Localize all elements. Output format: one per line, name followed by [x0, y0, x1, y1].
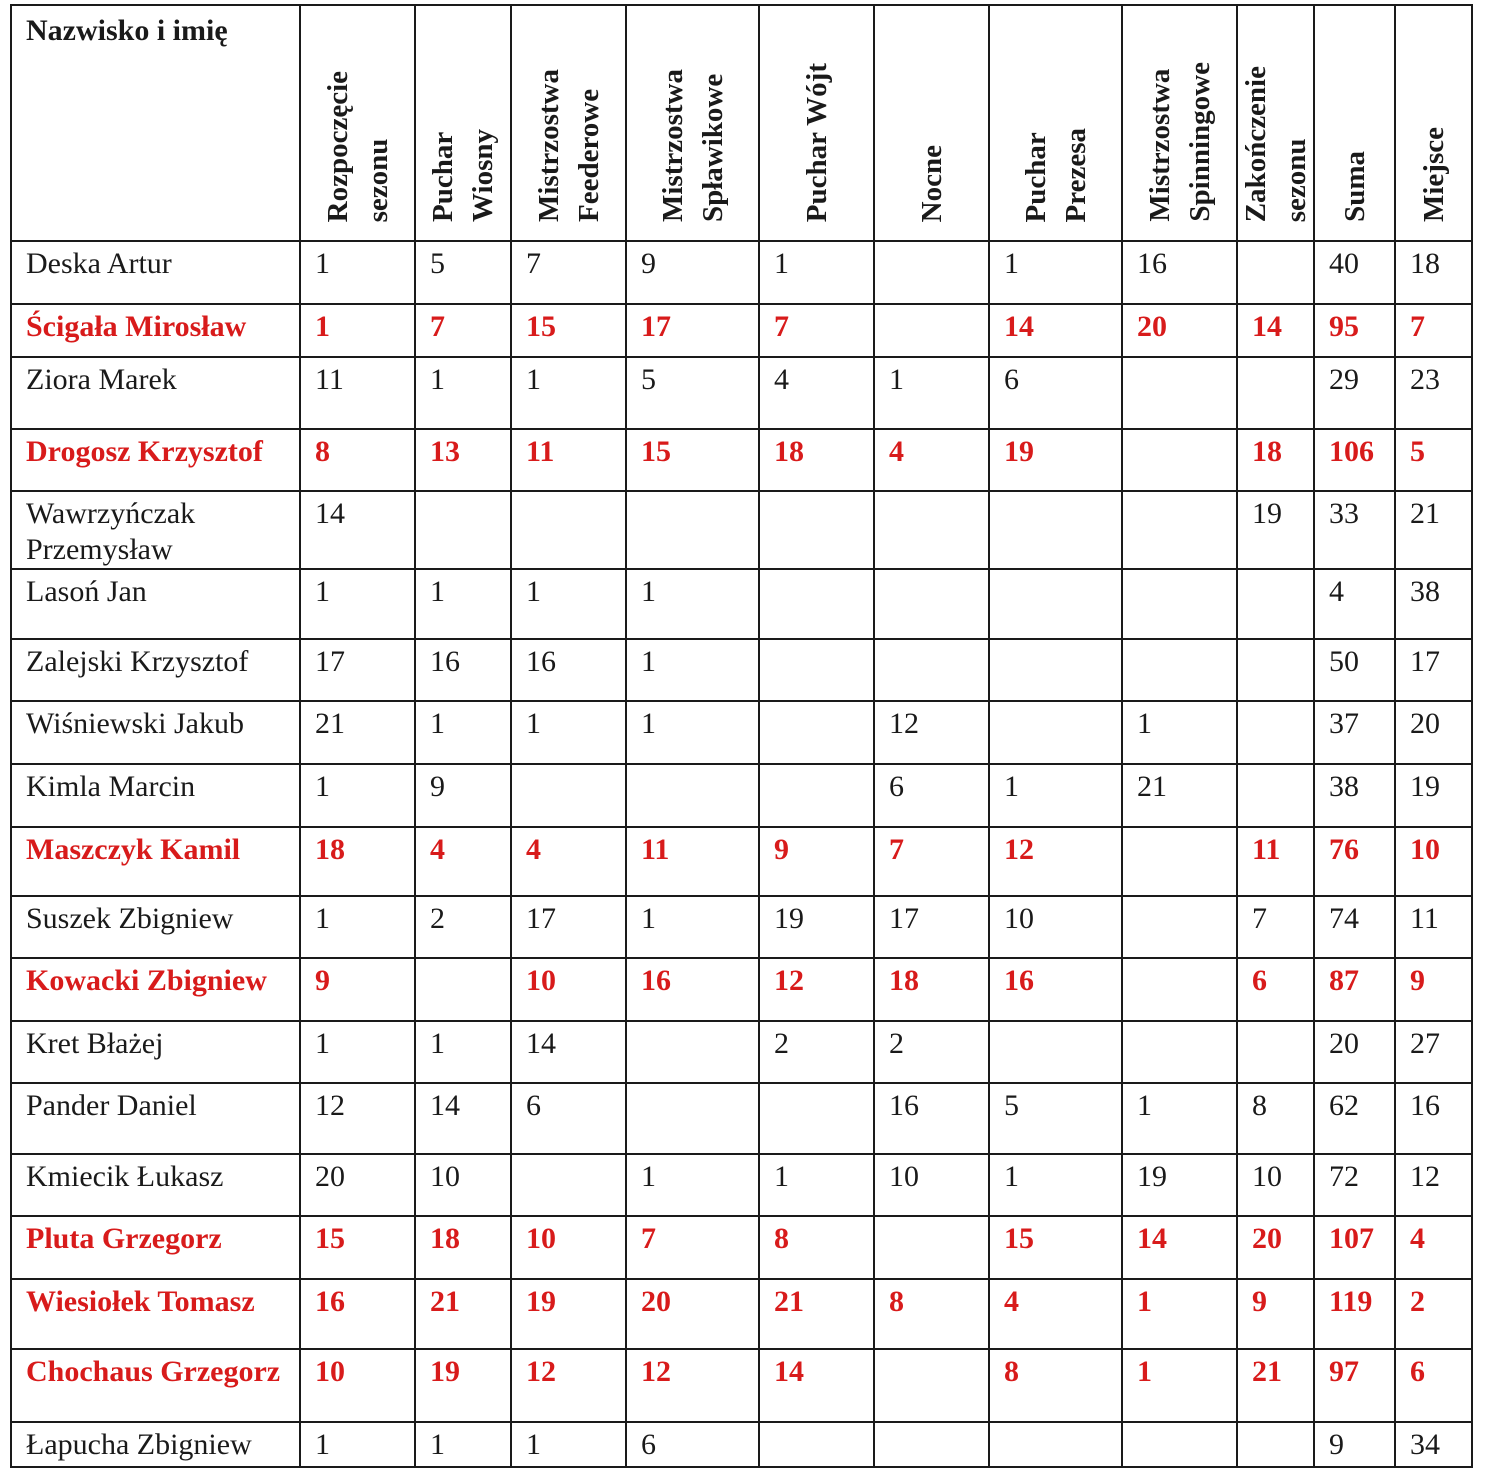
score-cell: 11 [300, 357, 415, 429]
score-cell: 14 [511, 1021, 626, 1083]
participant-name: Wiesiołek Tomasz [11, 1279, 300, 1349]
score-cell: 72 [1314, 1154, 1395, 1216]
column-header [415, 5, 511, 241]
score-cell: 18 [415, 1216, 511, 1279]
score-cell [1237, 1021, 1314, 1083]
score-cell [874, 1216, 989, 1279]
score-cell: 4 [415, 827, 511, 896]
score-cell: 106 [1314, 429, 1395, 491]
score-cell: 16 [1395, 1083, 1472, 1154]
score-cell: 10 [511, 958, 626, 1021]
score-cell: 1 [1122, 1349, 1237, 1422]
score-cell: 2 [874, 1021, 989, 1083]
column-header [511, 5, 626, 241]
score-cell: 9 [759, 827, 874, 896]
score-cell [874, 1422, 989, 1467]
score-cell: 1 [511, 357, 626, 429]
score-cell: 10 [874, 1154, 989, 1216]
score-cell: 15 [300, 1216, 415, 1279]
table-row [11, 1021, 1472, 1083]
score-cell: 1 [300, 1422, 415, 1467]
table-row [11, 1083, 1472, 1154]
score-cell: 1 [300, 569, 415, 639]
participant-name: Lasoń Jan [11, 569, 300, 639]
score-cell [759, 569, 874, 639]
participant-name: Maszczyk Kamil [11, 827, 300, 896]
column-header [626, 5, 759, 241]
column-header-label: Miejsce [1417, 127, 1450, 222]
score-cell: 62 [1314, 1083, 1395, 1154]
score-cell: 20 [1314, 1021, 1395, 1083]
score-cell: 14 [989, 304, 1122, 357]
score-cell: 1 [626, 639, 759, 701]
table-row [11, 701, 1472, 764]
table-row [11, 241, 1472, 304]
score-cell: 15 [989, 1216, 1122, 1279]
score-cell: 21 [1237, 1349, 1314, 1422]
score-cell: 15 [511, 304, 626, 357]
score-cell: 1 [300, 1021, 415, 1083]
score-cell: 8 [989, 1349, 1122, 1422]
score-cell [1122, 827, 1237, 896]
score-cell: 12 [989, 827, 1122, 896]
score-cell: 1 [511, 701, 626, 764]
score-cell [1122, 569, 1237, 639]
score-cell: 23 [1395, 357, 1472, 429]
table-row [11, 827, 1472, 896]
score-cell [1237, 1422, 1314, 1467]
score-cell: 1 [626, 896, 759, 958]
score-cell: 119 [1314, 1279, 1395, 1349]
table-row [11, 357, 1472, 429]
score-cell: 8 [874, 1279, 989, 1349]
score-cell: 18 [874, 958, 989, 1021]
score-cell: 9 [1237, 1279, 1314, 1349]
column-header-label: Rozpoczęcie sezonu [321, 70, 394, 222]
score-cell: 29 [1314, 357, 1395, 429]
participant-name: Pander Daniel [11, 1083, 300, 1154]
score-cell: 20 [300, 1154, 415, 1216]
score-cell: 19 [1122, 1154, 1237, 1216]
score-cell: 1 [415, 701, 511, 764]
participant-name: Wawrzyńczak Przemysław [11, 491, 300, 569]
participant-name: Suszek Zbigniew [11, 896, 300, 958]
table-body [11, 241, 1472, 1467]
score-cell: 50 [1314, 639, 1395, 701]
column-header-label: Suma [1338, 151, 1371, 222]
score-cell: 17 [874, 896, 989, 958]
score-cell: 9 [1314, 1422, 1395, 1467]
score-cell: 1 [300, 764, 415, 827]
score-cell: 1 [626, 701, 759, 764]
score-cell: 2 [1395, 1279, 1472, 1349]
score-cell: 14 [1122, 1216, 1237, 1279]
table-row [11, 896, 1472, 958]
score-cell: 19 [1395, 764, 1472, 827]
column-header-label: Puchar Wiosny [427, 129, 499, 222]
score-cell: 1 [415, 569, 511, 639]
score-cell: 4 [1395, 1216, 1472, 1279]
score-cell [989, 491, 1122, 569]
score-cell: 37 [1314, 701, 1395, 764]
score-cell: 10 [415, 1154, 511, 1216]
table-row [11, 491, 1472, 569]
score-cell: 15 [626, 429, 759, 491]
score-cell: 1 [1122, 1083, 1237, 1154]
score-cell [415, 491, 511, 569]
score-cell: 8 [759, 1216, 874, 1279]
score-cell [626, 491, 759, 569]
score-cell [1122, 1021, 1237, 1083]
score-cell: 4 [511, 827, 626, 896]
score-cell: 34 [1395, 1422, 1472, 1467]
column-header-label: Puchar Prezesa [1019, 127, 1092, 222]
score-cell [1237, 764, 1314, 827]
score-cell: 1 [626, 1154, 759, 1216]
score-cell [874, 304, 989, 357]
score-cell [626, 1021, 759, 1083]
score-cell: 1 [989, 241, 1122, 304]
column-header [1395, 5, 1472, 241]
score-cell: 16 [874, 1083, 989, 1154]
score-cell: 12 [300, 1083, 415, 1154]
score-cell [1237, 241, 1314, 304]
score-cell: 11 [511, 429, 626, 491]
score-cell: 18 [1237, 429, 1314, 491]
score-cell: 7 [1237, 896, 1314, 958]
score-cell: 12 [874, 701, 989, 764]
score-cell: 17 [1395, 639, 1472, 701]
score-cell: 8 [1237, 1083, 1314, 1154]
score-cell: 21 [300, 701, 415, 764]
column-header [759, 5, 874, 241]
score-cell: 18 [300, 827, 415, 896]
score-cell: 16 [511, 639, 626, 701]
participant-name: Ścigała Mirosław [11, 304, 300, 357]
score-cell [989, 1422, 1122, 1467]
score-cell [1237, 569, 1314, 639]
column-header [874, 5, 989, 241]
participant-name: Kret Błażej [11, 1021, 300, 1083]
score-cell: 5 [1395, 429, 1472, 491]
score-cell: 2 [759, 1021, 874, 1083]
score-cell: 11 [1395, 896, 1472, 958]
column-header [989, 5, 1122, 241]
score-cell: 18 [1395, 241, 1472, 304]
score-cell: 12 [511, 1349, 626, 1422]
score-cell: 10 [511, 1216, 626, 1279]
score-cell [874, 491, 989, 569]
score-cell [989, 1021, 1122, 1083]
score-cell [759, 639, 874, 701]
score-cell [1122, 1422, 1237, 1467]
score-cell: 16 [300, 1279, 415, 1349]
score-cell: 1 [415, 357, 511, 429]
score-cell: 18 [759, 429, 874, 491]
score-cell: 9 [300, 958, 415, 1021]
score-cell: 38 [1314, 764, 1395, 827]
score-cell: 7 [415, 304, 511, 357]
score-cell: 6 [626, 1422, 759, 1467]
score-cell: 95 [1314, 304, 1395, 357]
score-cell: 5 [989, 1083, 1122, 1154]
score-cell [874, 1349, 989, 1422]
score-cell: 21 [415, 1279, 511, 1349]
table-row [11, 1279, 1472, 1349]
participant-name: Kimla Marcin [11, 764, 300, 827]
table-row [11, 429, 1472, 491]
score-cell: 10 [989, 896, 1122, 958]
participant-name: Zalejski Krzysztof [11, 639, 300, 701]
score-cell: 10 [1237, 1154, 1314, 1216]
score-cell [511, 1154, 626, 1216]
score-cell: 21 [1395, 491, 1472, 569]
score-cell: 20 [1122, 304, 1237, 357]
score-cell: 12 [759, 958, 874, 1021]
score-cell: 1 [874, 357, 989, 429]
score-cell [1237, 639, 1314, 701]
score-cell: 9 [415, 764, 511, 827]
score-cell: 7 [511, 241, 626, 304]
score-cell: 27 [1395, 1021, 1472, 1083]
score-cell: 1 [626, 569, 759, 639]
score-cell [1237, 701, 1314, 764]
score-cell: 17 [300, 639, 415, 701]
column-header-label: Zakończenie sezonu [1239, 65, 1312, 222]
score-cell: 14 [300, 491, 415, 569]
score-cell: 6 [1395, 1349, 1472, 1422]
score-cell: 7 [1395, 304, 1472, 357]
participant-name: Drogosz Krzysztof [11, 429, 300, 491]
name-column-header: Nazwisko i imię [11, 5, 300, 241]
header-row [11, 5, 1472, 241]
participant-name: Kmiecik Łukasz [11, 1154, 300, 1216]
score-cell [989, 701, 1122, 764]
column-header-label: Nocne [915, 144, 948, 222]
score-cell: 20 [626, 1279, 759, 1349]
score-cell: 1 [415, 1422, 511, 1467]
score-cell: 14 [1237, 304, 1314, 357]
score-cell [759, 491, 874, 569]
column-header-label: Mistrzostwa Feederowe [532, 68, 605, 222]
participant-name: Chochaus Grzegorz [11, 1349, 300, 1422]
score-cell: 107 [1314, 1216, 1395, 1279]
score-cell [511, 491, 626, 569]
score-cell: 16 [1122, 241, 1237, 304]
score-cell: 5 [415, 241, 511, 304]
score-cell: 40 [1314, 241, 1395, 304]
score-cell [415, 958, 511, 1021]
score-cell: 4 [1314, 569, 1395, 639]
score-cell: 21 [1122, 764, 1237, 827]
score-cell: 11 [1237, 827, 1314, 896]
score-cell [759, 701, 874, 764]
score-cell: 14 [415, 1083, 511, 1154]
table-row [11, 304, 1472, 357]
score-cell: 1 [415, 1021, 511, 1083]
score-cell [759, 764, 874, 827]
score-cell: 10 [300, 1349, 415, 1422]
column-header [1237, 5, 1314, 241]
score-cell: 19 [989, 429, 1122, 491]
score-cell: 1 [300, 304, 415, 357]
score-cell: 8 [300, 429, 415, 491]
score-cell: 74 [1314, 896, 1395, 958]
score-cell: 12 [626, 1349, 759, 1422]
score-cell: 1 [989, 1154, 1122, 1216]
table-row [11, 569, 1472, 639]
score-cell [874, 569, 989, 639]
score-cell: 6 [511, 1083, 626, 1154]
table-row [11, 1216, 1472, 1279]
score-cell [1122, 491, 1237, 569]
score-cell: 14 [759, 1349, 874, 1422]
score-cell: 2 [415, 896, 511, 958]
score-cell: 19 [1237, 491, 1314, 569]
score-cell [1122, 429, 1237, 491]
participant-name: Ziora Marek [11, 357, 300, 429]
score-cell: 4 [759, 357, 874, 429]
score-cell: 21 [759, 1279, 874, 1349]
score-cell: 4 [874, 429, 989, 491]
score-cell [1237, 357, 1314, 429]
score-cell: 76 [1314, 827, 1395, 896]
score-cell: 12 [1395, 1154, 1472, 1216]
score-cell: 97 [1314, 1349, 1395, 1422]
participant-name: Łapucha Zbigniew [11, 1422, 300, 1467]
score-cell [511, 764, 626, 827]
score-cell: 7 [874, 827, 989, 896]
score-cell: 19 [415, 1349, 511, 1422]
column-header [1122, 5, 1237, 241]
score-cell [874, 639, 989, 701]
score-cell: 13 [415, 429, 511, 491]
score-cell: 1 [1122, 1279, 1237, 1349]
score-cell: 4 [989, 1279, 1122, 1349]
score-cell: 38 [1395, 569, 1472, 639]
score-cell: 6 [1237, 958, 1314, 1021]
score-cell: 1 [511, 1422, 626, 1467]
column-header-label: Mistrzostwa Spławikowe [656, 68, 729, 222]
score-cell: 1 [300, 896, 415, 958]
participant-name: Pluta Grzegorz [11, 1216, 300, 1279]
score-cell [989, 569, 1122, 639]
score-cell [626, 1083, 759, 1154]
table-row [11, 1422, 1472, 1467]
participant-name: Wiśniewski Jakub [11, 701, 300, 764]
score-cell: 19 [511, 1279, 626, 1349]
table-row [11, 1349, 1472, 1422]
score-cell: 16 [415, 639, 511, 701]
score-cell [989, 639, 1122, 701]
table-row [11, 1154, 1472, 1216]
column-header-label: Mistrzostwa Spinningowe [1143, 62, 1216, 222]
score-cell: 6 [989, 357, 1122, 429]
score-cell [626, 764, 759, 827]
score-cell: 16 [989, 958, 1122, 1021]
score-cell [759, 1422, 874, 1467]
score-cell [1122, 896, 1237, 958]
column-header [300, 5, 415, 241]
column-header [1314, 5, 1395, 241]
score-cell: 7 [759, 304, 874, 357]
score-cell: 1 [759, 1154, 874, 1216]
score-cell: 6 [874, 764, 989, 827]
score-cell [1122, 958, 1237, 1021]
score-cell: 20 [1237, 1216, 1314, 1279]
score-cell: 17 [626, 304, 759, 357]
score-cell: 11 [626, 827, 759, 896]
score-cell: 19 [759, 896, 874, 958]
score-cell: 1 [300, 241, 415, 304]
table-row [11, 639, 1472, 701]
score-cell: 5 [626, 357, 759, 429]
score-cell: 17 [511, 896, 626, 958]
score-cell: 16 [626, 958, 759, 1021]
score-cell: 1 [1122, 701, 1237, 764]
score-cell: 1 [759, 241, 874, 304]
score-cell [1122, 357, 1237, 429]
column-header-label: Puchar Wójt [800, 62, 833, 222]
score-cell: 1 [511, 569, 626, 639]
table-row [11, 764, 1472, 827]
score-cell: 1 [989, 764, 1122, 827]
score-cell: 20 [1395, 701, 1472, 764]
score-cell [1122, 639, 1237, 701]
participant-name: Kowacki Zbigniew [11, 958, 300, 1021]
score-cell [759, 1083, 874, 1154]
participant-name: Deska Artur [11, 241, 300, 304]
score-cell: 87 [1314, 958, 1395, 1021]
score-cell: 33 [1314, 491, 1395, 569]
table-row [11, 958, 1472, 1021]
score-cell: 10 [1395, 827, 1472, 896]
score-cell: 9 [626, 241, 759, 304]
score-cell: 9 [1395, 958, 1472, 1021]
score-cell: 7 [626, 1216, 759, 1279]
results-table [10, 4, 1473, 1468]
score-cell [874, 241, 989, 304]
